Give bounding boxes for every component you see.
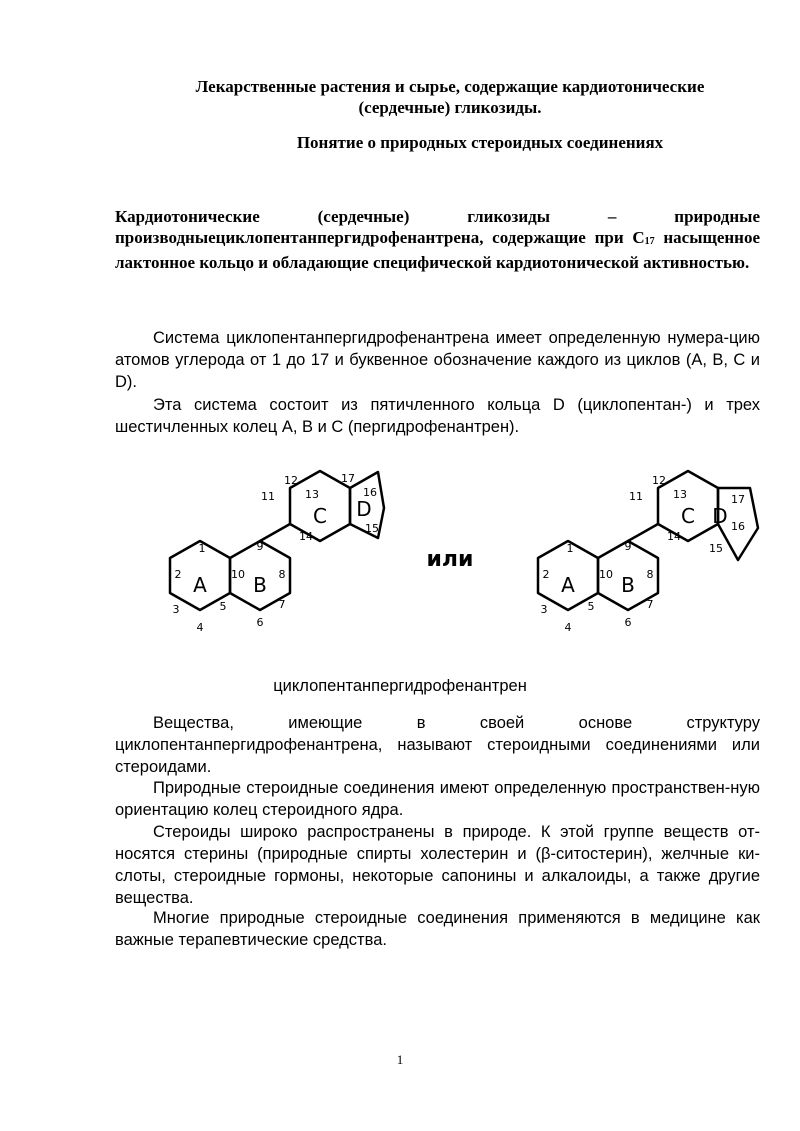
paragraph-rings [115,394,760,438]
atom-number-17: 17 [341,472,355,485]
ring-label-b-right: B [621,573,635,597]
atom-number-17: 17 [731,493,745,506]
atom-number-5: 5 [587,600,595,613]
paragraph-orientation [115,777,760,821]
document-title-line-2: (сердечные) гликозиды. [358,98,542,117]
atom-number-2: 2 [542,568,550,581]
atom-number-4: 4 [196,621,204,634]
ring-label-a-right: A [561,573,575,597]
atom-number-10: 10 [231,568,245,581]
paragraph-distribution-text: Стероиды широко распространены в природе. К этой группе веществ от-носятся стерины (природные спирты холестерин и (β-ситостерин), желчные ки-слоты, стероидные гормоны, некоторые сапонины и алкалоиды, а также другие вещества. [115,823,760,907]
atom-number-8: 8 [646,568,654,581]
paragraph-distribution [115,821,760,909]
atom-number-15: 15 [365,522,379,535]
paragraph-steroids-definition [115,712,760,778]
paragraph-rings-text: Эта система состоит из пятичленного кольца D (циклопентан-) и трех шестичленных колец A, B и C (пергидрофенантрен). [115,396,760,436]
atom-number-6: 6 [624,616,632,629]
paragraph-medicine [115,907,760,951]
paragraph-numbering-text: Система циклопентанпергидрофенантрена имеет определенную нумера-цию атомов углерода от 1 до 17 и буквенное обозначение каждого из циклов (A, B, C и D). [115,329,760,391]
atom-number-1: 1 [566,542,574,555]
document-title-line-1: Лекарственные растения и сырье, содержащие кардиотонические [195,77,705,96]
atom-number-13: 13 [673,488,687,501]
atom-number-7: 7 [646,598,654,611]
ring-label-c-right: C [681,504,695,528]
definition-paragraph [115,206,760,273]
page-number: 1 [396,1052,404,1067]
steroid-skeleton-diagram [130,448,770,658]
atom-number-9: 9 [624,540,632,553]
atom-number-3: 3 [172,603,180,616]
definition-text-after: насыщенное лактонное кольцо и обладающие специфической кардиотонической активностью. [115,228,760,272]
or-connector: или [426,547,474,572]
atom-number-9: 9 [256,540,264,553]
atom-number-14: 14 [667,530,681,543]
atom-number-11: 11 [261,490,275,503]
atom-number-8: 8 [278,568,286,581]
paragraph-numbering [115,327,760,393]
atom-number-14: 14 [299,530,313,543]
atom-number-16: 16 [363,486,377,499]
definition-text-before: Кардиотонические (сердечные) гликозиды – природные производныециклопентанпергидрофенантрена, содержащие при С [115,207,760,247]
paragraph-orientation-text: Природные стероидные соединения имеют определенную пространствен-ную ориентацию колец стероидного ядра. [115,779,760,819]
atom-number-12: 12 [652,474,666,487]
atom-number-11: 11 [629,490,643,503]
atom-number-7: 7 [278,598,286,611]
atom-number-13: 13 [305,488,319,501]
paragraph-medicine-text: Многие природные стероидные соединения применяются в медицине как важные терапевтические средства. [115,909,760,949]
atom-number-4: 4 [564,621,572,634]
paragraph-steroids-definition-text: Вещества, имеющие в своей основе структуру циклопентанпергидрофенантрена, называют стероидными соединениями или стероидами. [115,714,760,776]
document-subtitle: Понятие о природных стероидных соединениях [296,133,664,152]
atom-number-6: 6 [256,616,264,629]
atom-number-1: 1 [198,542,206,555]
atom-number-2: 2 [174,568,182,581]
atom-number-12: 12 [284,474,298,487]
atom-number-3: 3 [540,603,548,616]
atom-number-10: 10 [599,568,613,581]
ring-label-b-left: B [253,573,267,597]
atom-number-15: 15 [709,542,723,555]
ring-label-a-left: A [193,573,207,597]
atom-number-5: 5 [219,600,227,613]
diagram-caption: циклопентанпергидрофенантрен [273,677,527,695]
atom-number-16: 16 [731,520,745,533]
ring-label-d-left: D [356,497,372,521]
ring-label-d-right: D [712,504,728,528]
definition-subscript: 17 [644,236,655,247]
ring-label-c-left: C [313,504,327,528]
